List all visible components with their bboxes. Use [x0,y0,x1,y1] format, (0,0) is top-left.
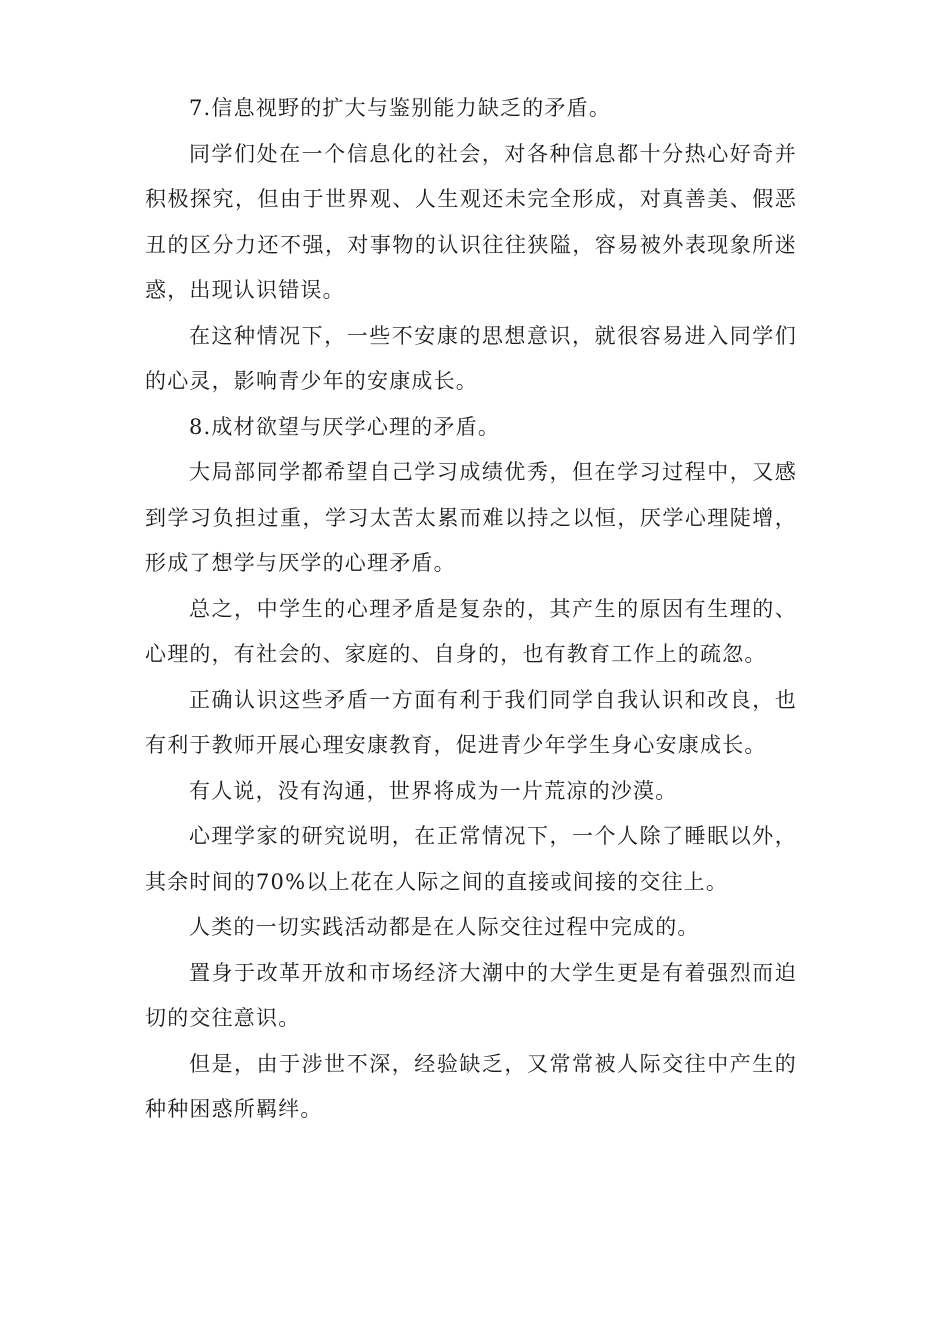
paragraph: 有人说，没有沟通，世界将成为一片荒凉的沙漠。 [189,778,678,803]
paragraph: 置身于改革开放和市场经济大潮中的大学生更是有着强烈而迫切的交往意识。 [145,960,797,1030]
paragraph: 正确认识这些矛盾一方面有利于我们同学自我认识和改良，也有利于教师开展心理安康教育，促进青少年学生身心安康成长。 [145,687,797,757]
paragraph: 7.信息视野的扩大与鉴别能力缺乏的矛盾。 [189,96,612,120]
document-body [145,86,797,1133]
paragraph: 同学们处在一个信息化的社会，对各种信息都十分热心好奇并积极探究，但由于世界观、人生观还未完全形成，对真善美、假恶丑的区分力还不强，对事物的认识往往狭隘，容易被外表现象所迷惑，出现认识错误。 [145,141,797,302]
paragraph: 心理学家的研究说明，在正常情况下，一个人除了睡眠以外，其余时间的70%以上花在人际之间的直接或间接的交往上。 [145,824,797,894]
paragraph: 大局部同学都希望自己学习成绩优秀，但在学习过程中，又感到学习负担过重，学习太苦太累而难以持之以恒，厌学心理陡增，形成了想学与厌学的心理矛盾。 [145,460,797,575]
paragraph: 8.成材欲望与厌学心理的矛盾。 [189,414,501,439]
paragraph: 总之，中学生的心理矛盾是复杂的，其产生的原因有生理的、心理的，有社会的、家庭的、自身的，也有教育工作上的疏忽。 [145,596,797,666]
paragraph: 但是，由于涉世不深，经验缺乏，又常常被人际交往中产生的种种困惑所羁绊。 [145,1051,797,1121]
paragraph: 在这种情况下，一些不安康的思想意识，就很容易进入同学们的心灵，影响青少年的安康成长。 [145,323,797,393]
paragraph: 人类的一切实践活动都是在人际交往过程中完成的。 [189,915,700,939]
